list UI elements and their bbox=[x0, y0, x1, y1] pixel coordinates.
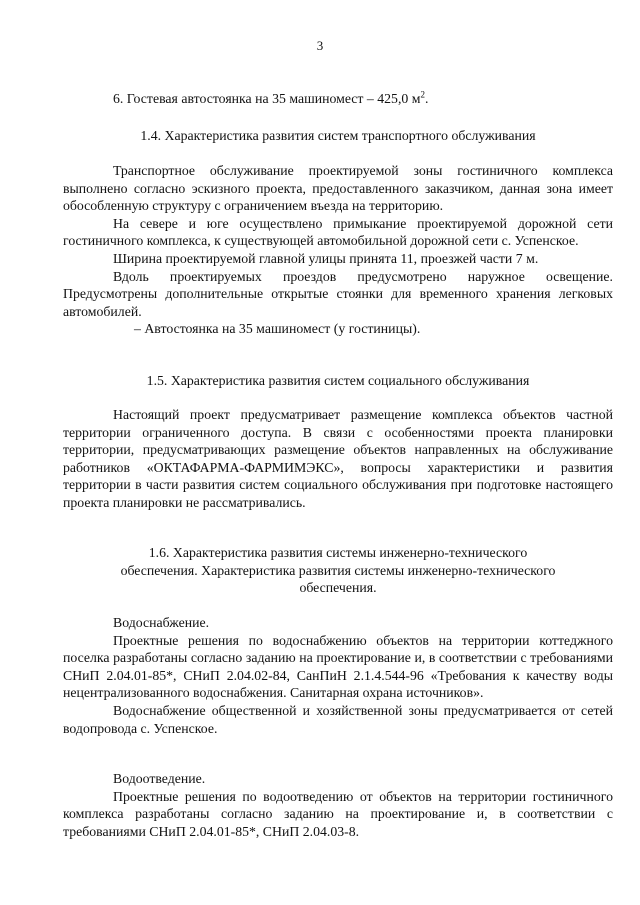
sewerage-block bbox=[63, 770, 613, 840]
section-1-5-paragraph-1: Настоящий проект предусматривает размещение комплекса объектов частной территории ограниченного доступа. В связи с особенностями проекта планировки территории, предусматривающих размещение объектов направленных на обслуживание работников «ОКТАФАРМА-ФАРМИМЭКС», вопросы характеристики и развития территории в части развития систем социального обслуживания при подготовке настоящего проекта планировки не рассматривались. bbox=[63, 407, 613, 510]
section-1-4-paragraph-2: На севере и юге осуществлено примыкание проектируемой дорожной сети гостиничного комплекса, к существующей автомобильной дорожной сети с. Успенское. bbox=[63, 215, 613, 249]
section-1-4-paragraph-1: Транспортное обслуживание проектируемой зоны гостиничного комплекса выполнено согласно эскизного проекта, предоставленного заказчиком, данная зона имеет обособленную структуру с ограничением въезда на территорию. bbox=[63, 163, 613, 214]
water-supply-title: Водоснабжение. bbox=[113, 615, 210, 630]
item-6-guest-parking bbox=[113, 90, 613, 108]
water-supply-paragraph-1: Проектные решения по водоснабжению объектов на территории коттеджного поселка разработаны согласно заданию на проектирование и, в соответствии с требованиями СНиП 2.04.01-85*, СНиП 2.04.02-84, СанПиН 2.1.4.544-96 «Требования к качеству воды нецентрализованного водоснабжения. Санитарная охрана источников». bbox=[63, 632, 613, 701]
section-1-4-heading: 1.4. Характеристика развития систем транспортного обслуживания bbox=[140, 128, 536, 143]
sewerage-title: Водоотведение. bbox=[113, 771, 206, 786]
section-1-4-paragraph-3: Ширина проектируемой главной улицы принята 11, проезжей части 7 м. bbox=[113, 250, 539, 266]
sewerage-paragraph-1: Проектные решения по водоотведению от объектов на территории гостиничного комплекса разработаны согласно заданию на проектирование и, в соответствии с требованиями СНиП 2.04.01-85*, СНиП 2.04.03-8. bbox=[63, 788, 613, 839]
section-1-6-heading-line-3: обеспечения. bbox=[299, 580, 377, 596]
item-6-superscript: 2 bbox=[420, 89, 425, 100]
water-supply-block bbox=[63, 614, 613, 737]
section-1-6-heading bbox=[63, 544, 613, 597]
section-1-6-heading-line-1: 1.6. Характеристика развития системы инженерно-технического bbox=[148, 545, 528, 560]
section-1-5-body bbox=[63, 406, 613, 512]
section-1-4-bullet: – Автостоянка на 35 машиномест (у гостиницы). bbox=[134, 321, 421, 337]
item-6-tail: . bbox=[424, 91, 429, 106]
section-1-5-heading: 1.5. Характеристика развития систем социального обслуживания bbox=[146, 373, 530, 388]
item-6-text: 6. Гостевая автостоянка на 35 машиномест – 425,0 м bbox=[113, 91, 421, 106]
section-1-4-paragraph-4: Вдоль проектируемых проездов предусмотрено наружное освещение. Предусмотрены дополнительные открытые стоянки для временного хранения легковых автомобилей. bbox=[63, 268, 613, 319]
water-supply-paragraph-2: Водоснабжение общественной и хозяйственной зоны предусматривается от сетей водопровода с. Успенское. bbox=[63, 702, 613, 736]
page-number: 3 bbox=[316, 38, 324, 53]
section-1-4-body bbox=[63, 162, 613, 338]
section-1-6-heading-line-2: обеспечения. Характеристика развития системы инженерно-технического bbox=[120, 562, 556, 578]
